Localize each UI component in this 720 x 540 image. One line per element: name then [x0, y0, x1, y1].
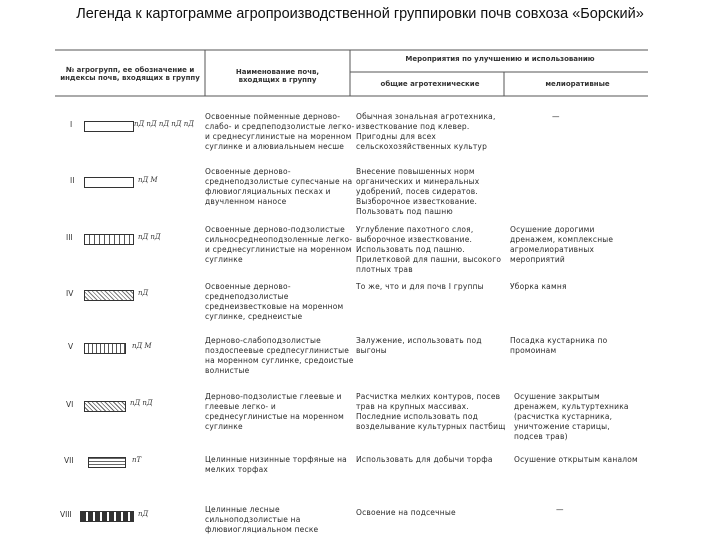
- melior-measures: —: [552, 112, 560, 121]
- soil-description: Освоенные дерново-среднеподзолистые супесчаные на флювиогляциальных песках и двучленном наносе: [205, 167, 353, 206]
- melior-measures: Посадка кустарника по промоинам: [510, 336, 608, 355]
- group-number: IV: [66, 289, 74, 298]
- legend-symbol-box: [84, 121, 134, 132]
- soil-indices: пТ: [132, 456, 142, 464]
- agro-measures: Углубление пахотного слоя, выборочное известкование. Использовать под пашню. Прилетковой для пашни, высокого плотных трав: [356, 225, 502, 274]
- header-agro: общие агротехнические: [380, 80, 480, 88]
- header-soil: Наименование почв, входящих в группу: [235, 68, 320, 84]
- soil-indices: пД: [138, 289, 149, 297]
- group-number: I: [70, 120, 73, 129]
- agro-measures: Использовать для добычи торфа: [356, 455, 493, 464]
- header-group: № агрогрупп, ее обозначение и индексы почв, входящих в группу: [60, 66, 200, 82]
- legend-symbol-box: [84, 177, 134, 188]
- soil-indices: пД пД пД пД пД: [134, 120, 194, 128]
- legend-symbol-box: [80, 511, 134, 522]
- agro-measures: Залужение, использовать под выгоны: [356, 336, 482, 355]
- soil-indices: пД М: [132, 342, 152, 350]
- soil-description: Целинные низинные торфяные на мелких торфах: [205, 455, 347, 474]
- soil-description: Дерново-слабоподзолистые поздоспеевые средпесуглинистые на моренном суглинке, средоистые волнистые: [205, 336, 354, 375]
- soil-description: Освоенные пойменные дерново-слабо- и средпеподзолистые легко- и среднесуглинистые на моренном суглинке и алювиальныем несше: [205, 112, 355, 151]
- group-number: VI: [66, 400, 74, 409]
- legend-symbol-box: [88, 457, 126, 468]
- group-number: VIII: [60, 510, 72, 519]
- soil-description: Освоенные дерново-среднеподзолистые среднеизвестковые на моренном суглинке, среднеистые: [205, 282, 344, 321]
- melior-measures: Осушение дорогими дренажем, комплексные агромелиоративных мероприятий: [510, 225, 614, 264]
- header-measures: Мероприятия по улучшению и использованию: [405, 55, 595, 63]
- agro-measures: Освоение на подсечные: [356, 508, 456, 517]
- agro-measures: Обычная зональная агротехника, известкование под клевер. Пригодны для всех сельскохозяйственных культур: [356, 112, 496, 151]
- soil-indices: пД: [138, 510, 149, 518]
- melior-measures: —: [556, 505, 564, 514]
- melior-measures: Осушение открытым каналом: [514, 455, 638, 464]
- melior-measures: Уборка камня: [510, 282, 567, 291]
- agro-measures: Внесение повышенных норм органических и минеральных удобрений, посев сидератов. Вызборочное известкование. Пользовать под пашню: [356, 167, 480, 216]
- header-melior: мелиоративные: [545, 80, 610, 88]
- group-number: II: [70, 176, 75, 185]
- group-number: III: [66, 233, 73, 242]
- melior-measures: Осушение закрытым дренажем, культуртехника (расчистка кустарника, уничтожение старицы, подсев трав): [514, 392, 629, 441]
- soil-description: Дерново-подзолистые глеевые и глеевые легко- и среднесуглинистые на моренном суглинке: [205, 392, 344, 431]
- soil-description: Освоенные дерново-подзолистые сильносреднеоподзоленные легко- и среднесуглинистые на моренном суглинке: [205, 225, 353, 264]
- legend-symbol-box: [84, 401, 126, 412]
- page-title: Легенда к картограмме агропроизводственной группировки почв совхоза «Борский»: [76, 6, 644, 22]
- legend-symbol-box: [84, 290, 134, 301]
- soil-description: Целинные лесные сильноподзолистые на флювиогляциальном песке: [205, 505, 319, 534]
- soil-indices: пД пД: [138, 233, 161, 241]
- group-number: VII: [64, 456, 74, 465]
- agro-measures: Расчистка мелких контуров, посев трав на крупных массивах. Последние использовать под возделывание культурных пастбищ: [356, 392, 506, 431]
- legend-symbol-box: [84, 343, 126, 354]
- soil-indices: пД пД: [130, 399, 153, 407]
- legend-symbol-box: [84, 234, 134, 245]
- soil-indices: пД М: [138, 176, 158, 184]
- group-number: V: [68, 342, 74, 351]
- agro-measures: То же, что и для почв I группы: [356, 282, 484, 291]
